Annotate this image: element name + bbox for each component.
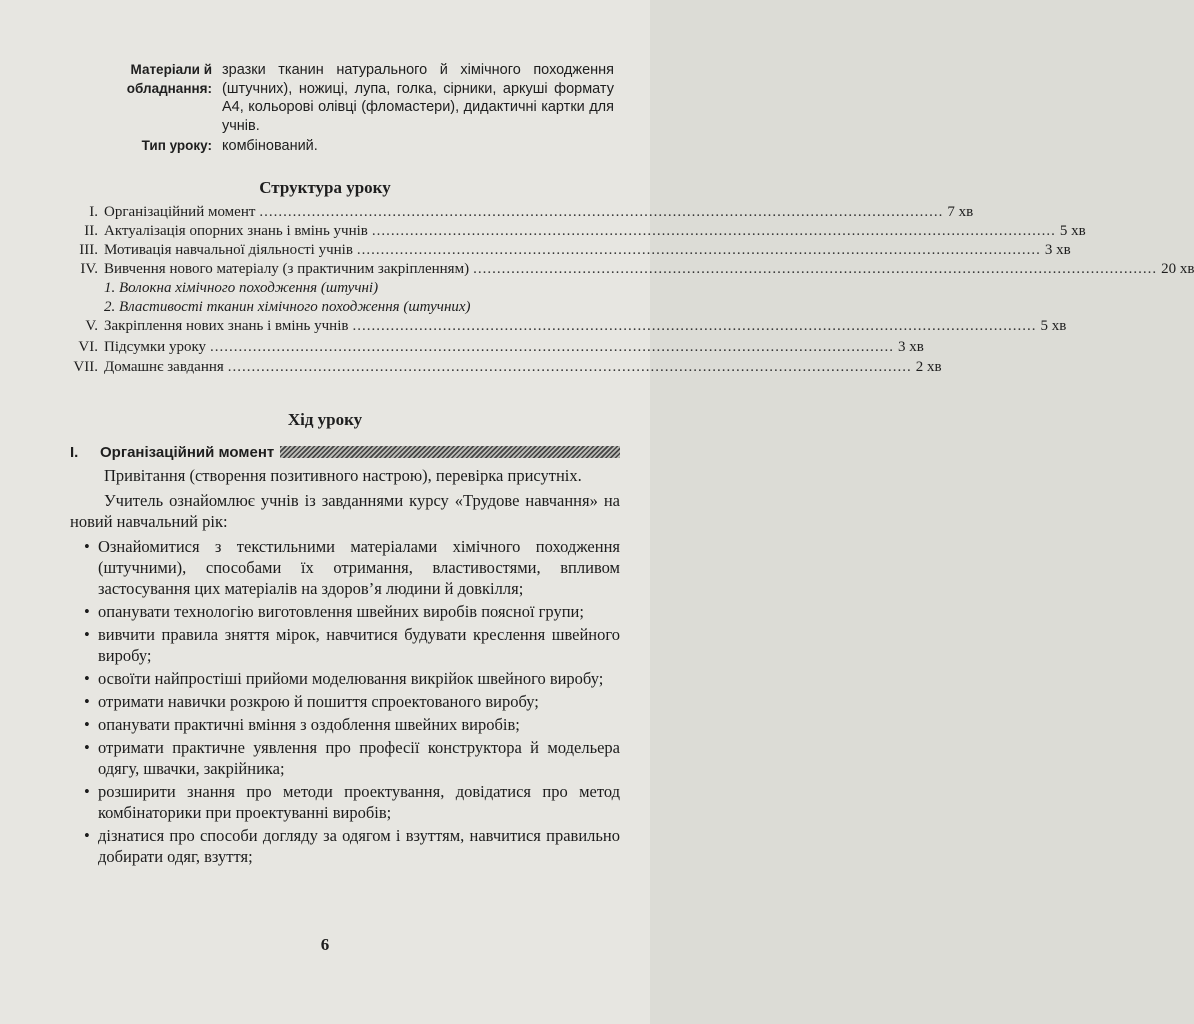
structure-item — [70, 203, 974, 222]
structure-item-time: 5 хв — [1040, 318, 1067, 334]
structure-subitem: 2. Властивості тканин хімічного походження (штучних) — [104, 299, 471, 315]
section-header — [70, 442, 620, 462]
materials-value: зразки тканин натурального й хімічного походження (штучних), ножиці, лупа, голка, сірники, аркуші формату А4, кольорові олівці (фломастери), дидактичні картки для учнів. — [222, 62, 614, 134]
structure-item-time: 20 хв — [1161, 261, 1194, 277]
paragraph: Привітання (створення позитивного настрою), перевірка присутніх. — [104, 466, 582, 485]
section-title: Організаційний момент — [100, 443, 275, 461]
structure-item — [70, 222, 1086, 241]
list-item: • опанувати практичні вміння з оздоблення швейних виробів; — [70, 714, 620, 735]
leader-dots: ................................................................................................................................................ — [227, 359, 912, 375]
structure-item-text: Організаційний момент — [104, 204, 256, 220]
lesson-type-label: Тип уроку: — [141, 138, 212, 153]
structure-item-number: I. — [89, 204, 98, 220]
structure-item-text: Закріплення нових знань і вмінь учнів — [104, 318, 349, 334]
leader-dots: ................................................................................................................................................ — [259, 204, 944, 220]
structure-item-number: VII. — [73, 359, 98, 375]
leader-dots: ................................................................................................................................................ — [210, 339, 895, 355]
structure-item-text: Підсумки уроку — [104, 339, 207, 355]
leader-dots: ................................................................................................................................................ — [473, 261, 1158, 277]
lesson-type-value: комбінований. — [222, 138, 318, 154]
leader-dots: ................................................................................................................................................ — [352, 318, 1037, 334]
structure-item — [70, 260, 1194, 279]
page-number: 6 — [320, 935, 330, 954]
list-item: • розширити знання про методи проектування, довідатися про метод комбінаторики при проектуванні виробів; — [70, 781, 620, 823]
lesson-body — [70, 465, 620, 869]
section-hatched-bar — [280, 446, 620, 458]
structure-item — [70, 241, 1071, 260]
structure-item-text: Актуалізація опорних знань і вмінь учнів — [104, 223, 368, 239]
structure-item-number: II. — [84, 223, 98, 239]
structure-item-time: 2 хв — [915, 359, 942, 375]
list-item: • отримати практичне уявлення про професії конструктора й модельера одягу, швачки, закрійника; — [70, 737, 620, 779]
materials-row — [70, 61, 630, 135]
structure-item-text: Вивчення нового матеріалу (з практичним закріпленням) — [104, 261, 470, 277]
leader-dots: ................................................................................................................................................ — [371, 223, 1056, 239]
structure-title: Структура уроку — [259, 178, 391, 197]
list-item: • дізнатися про способи догляду за одягом і взуттям, навчитися правильно добирати одяг, взуття; — [70, 825, 620, 867]
structure-item-time: 7 хв — [947, 204, 974, 220]
lesson-title: Хід уроку — [287, 410, 363, 429]
list-item: • опанувати технологію виготовлення швейних виробів поясної групи; — [70, 601, 620, 622]
list-item: • вивчити правила зняття мірок, навчитися будувати креслення швейного виробу; — [70, 624, 620, 666]
structure-item — [70, 317, 1067, 336]
structure-item-text: Домашнє завдання — [104, 359, 224, 375]
structure-item-time: 5 хв — [1059, 223, 1086, 239]
structure-item-number: IV. — [80, 261, 98, 277]
structure-subitem: 1. Волокна хімічного походження (штучні) — [104, 280, 379, 296]
structure-item-number: V. — [85, 318, 98, 334]
structure-item-number: VI. — [78, 339, 98, 355]
list-item: • Ознайомитися з текстильними матеріалами хімічного походження (штучними), способами їх отримання, властивостями, впливом застосування цих матеріалів на здоров’я людини й довкілля; — [70, 536, 620, 599]
structure-item-time: 3 хв — [1044, 242, 1071, 258]
structure-item-number: III. — [79, 242, 98, 258]
materials-label: Матеріали й обладнання: — [126, 62, 212, 96]
paragraph: Учитель ознайомлює учнів із завданнями курсу «Трудове навчання» на новий навчальний рік: — [70, 491, 620, 531]
task-list — [70, 536, 620, 867]
structure-item — [70, 358, 942, 377]
structure-item-text: Мотивація навчальної діяльності учнів — [104, 242, 353, 258]
structure-item — [70, 338, 924, 357]
list-item: • отримати навички розкрою й пошиття спроектованого виробу; — [70, 691, 620, 712]
lesson-type-row — [70, 137, 630, 156]
list-item: • освоїти найпростіші прийоми моделювання викрійок швейного виробу; — [70, 668, 620, 689]
leader-dots: ................................................................................................................................................ — [356, 242, 1041, 258]
structure-item-time: 3 хв — [898, 339, 924, 355]
section-number: I. — [70, 443, 79, 461]
